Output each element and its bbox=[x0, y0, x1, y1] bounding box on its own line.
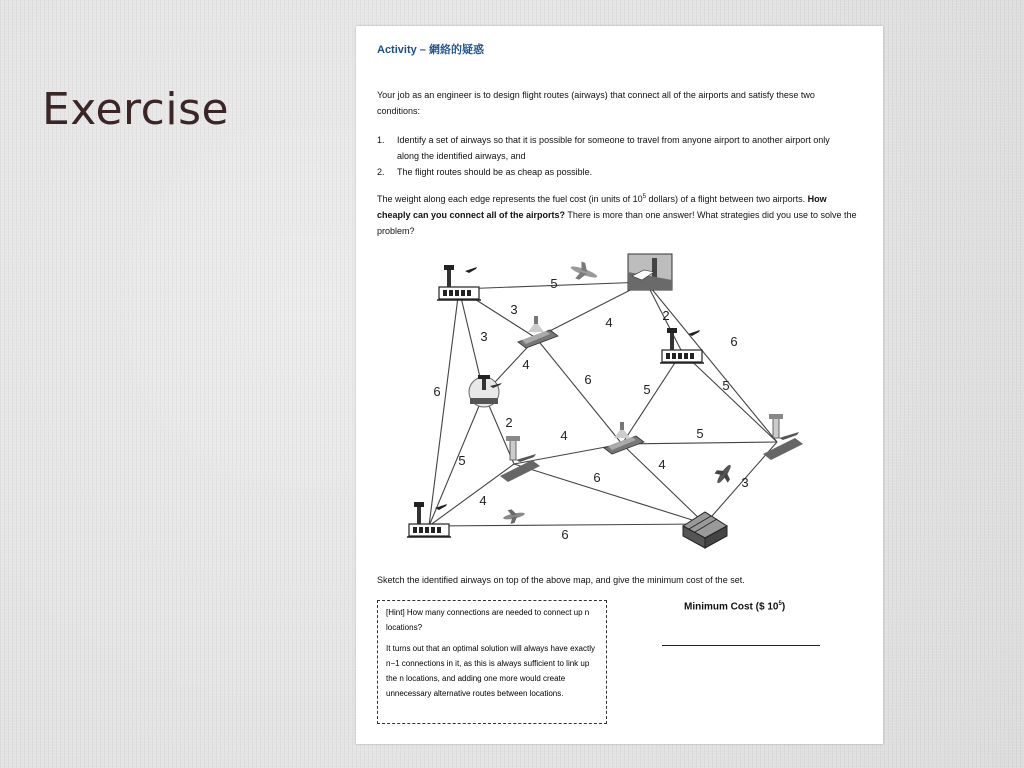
edge-weight-label: 6 bbox=[561, 527, 569, 542]
activity-title: Activity – 網絡的疑惑 bbox=[377, 44, 484, 56]
edge-weight-label: 3 bbox=[480, 329, 488, 344]
edge-weight-label: 5 bbox=[643, 382, 651, 397]
worksheet-page bbox=[356, 26, 883, 744]
edge-weight-label: 6 bbox=[433, 384, 441, 399]
condition-text: Identify a set of airways so that it is possible for someone to travel from anyone airport to another airport only along the identified airways, and bbox=[397, 135, 830, 161]
edge-weight-label: 6 bbox=[584, 372, 592, 387]
edge-weight-label: 5 bbox=[550, 276, 558, 291]
weight-text-2: dollars) of a flight between two airports. bbox=[646, 194, 808, 204]
airway-edge-f-h bbox=[622, 442, 777, 444]
airway-edge-f-j bbox=[622, 444, 705, 524]
tower-runway-g-icon bbox=[500, 436, 540, 482]
runway-plane-f-icon bbox=[604, 422, 644, 454]
edge-weight-label: 5 bbox=[458, 453, 466, 468]
edge-weight-label: 4 bbox=[605, 315, 613, 330]
hangar-j-icon bbox=[683, 512, 727, 548]
edge-weight-label: 2 bbox=[505, 415, 513, 430]
answer-line[interactable] bbox=[662, 645, 820, 646]
airway-edge-g-j bbox=[514, 464, 705, 524]
plane-icon bbox=[711, 460, 737, 487]
weight-exponent: 5 bbox=[642, 194, 647, 200]
minimum-cost-text: Minimum Cost ($ 10 bbox=[684, 601, 779, 613]
condition-number: 2. bbox=[377, 167, 385, 177]
condition-text: The flight routes should be as cheap as possible. bbox=[397, 167, 593, 177]
minimum-cost-close: ) bbox=[781, 601, 786, 613]
runway-plane-c-icon bbox=[518, 316, 558, 348]
edge-weight-label: 2 bbox=[662, 308, 670, 323]
edge-weight-label: 3 bbox=[741, 475, 749, 490]
airway-edge-i-j bbox=[429, 524, 705, 526]
edge-weight-label: 4 bbox=[522, 357, 530, 372]
airport-tower-i-icon bbox=[407, 502, 451, 537]
slide-title: Exercise bbox=[42, 84, 230, 135]
airway-edge-d-f bbox=[622, 352, 682, 444]
hint-question bbox=[386, 605, 598, 635]
minimum-cost-exponent: 5 bbox=[778, 601, 782, 607]
edge-weight-label: 3 bbox=[510, 302, 518, 317]
edge-weight-label: 4 bbox=[560, 428, 568, 443]
hint-answer: It turns out that an optimal solution will always have exactly n−1 connections in it, as this is always sufficient to link up the n locations, and adding one more would create unnecessary alternative routes between locations. bbox=[386, 644, 595, 698]
intro-paragraph: Your job as an engineer is to design flight routes (airways) that connect all of the airports and satisfy these two conditions: bbox=[377, 90, 815, 116]
plane-icon bbox=[568, 259, 600, 285]
tower-runway-h-icon bbox=[763, 414, 803, 460]
airport-photo-b-icon bbox=[628, 254, 672, 290]
hint-question-text: How many connections are needed to connect up n locations? bbox=[386, 608, 590, 632]
edge-weight-label: 6 bbox=[593, 470, 601, 485]
plane-icon bbox=[502, 507, 526, 525]
edge-weight-label: 4 bbox=[479, 493, 487, 508]
sketch-instruction: Sketch the identified airways on top of the above map, and give the minimum cost of the set. bbox=[377, 575, 745, 585]
hint-tag: [Hint] bbox=[386, 608, 405, 617]
airway-edge-c-f bbox=[536, 338, 622, 444]
airport-network-map bbox=[356, 26, 883, 556]
edge-weight-label: 6 bbox=[730, 334, 738, 349]
condition-number: 1. bbox=[377, 135, 385, 145]
hint-box bbox=[377, 600, 607, 724]
edge-weight-label: 5 bbox=[722, 378, 730, 393]
weight-text-3: There is more than one answer! What strategies did you use to solve the problem? bbox=[377, 210, 857, 236]
edge-weight-label: 4 bbox=[658, 457, 666, 472]
edge-weight-label: 5 bbox=[696, 426, 704, 441]
weight-question: How cheaply can you connect all of the airports? bbox=[377, 194, 827, 220]
weight-text-1: The weight along each edge represents the fuel cost (in units of 10 bbox=[377, 194, 643, 204]
airport-tower-a-icon bbox=[437, 265, 481, 300]
minimum-cost-label bbox=[684, 601, 785, 612]
